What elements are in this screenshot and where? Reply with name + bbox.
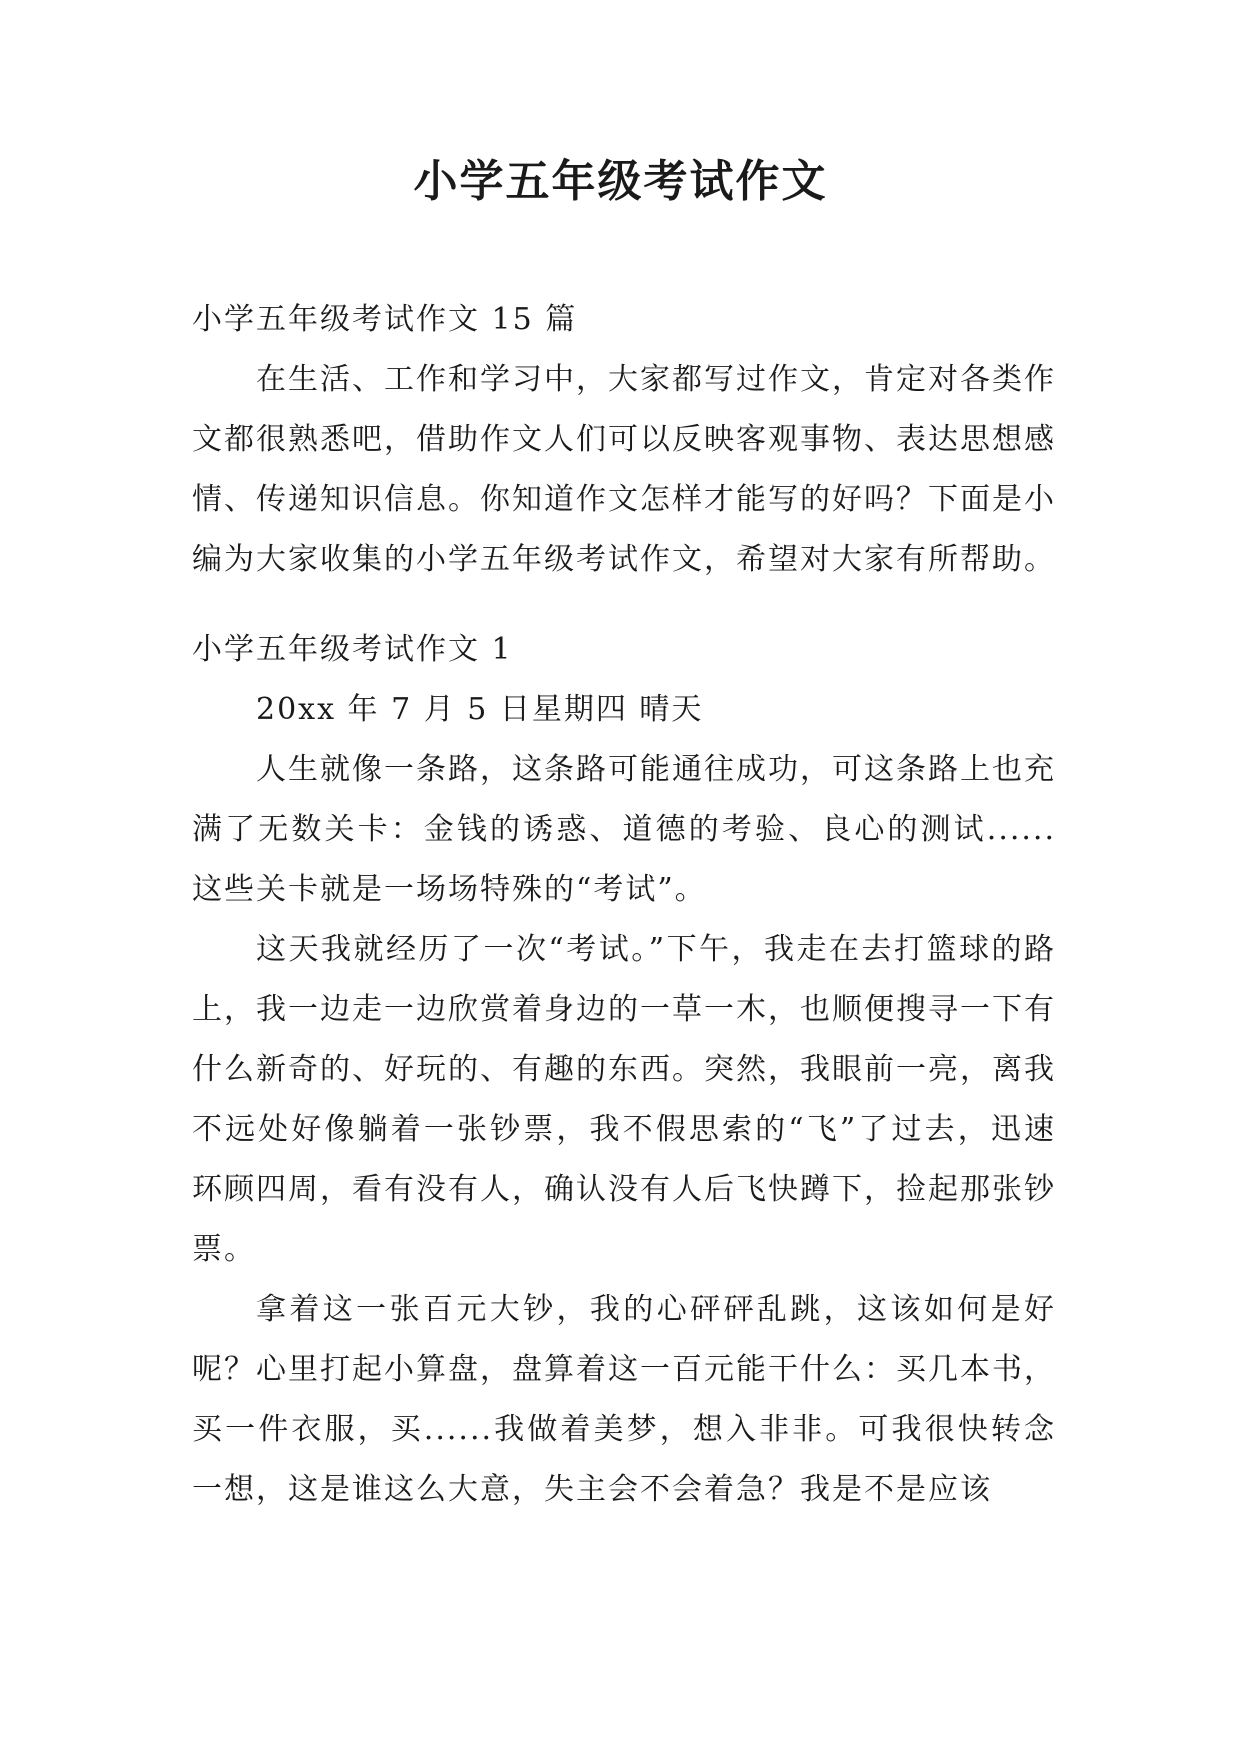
intro-paragraph: 在生活、工作和学习中，大家都写过作文，肯定对各类作文都很熟悉吧，借助作文人们可以反映客观事物、表达思想感情、传递知识信息。你知道作文怎样才能写的好吗？下面是小编为大家收集的小学五年级考试作文，希望对大家有所帮助。 [192,362,1056,577]
date-line: 20xx 年 7 月 5 日星期四 晴天 [256,692,704,727]
body-paragraph: 这天我就经历了一次“考试。”下午，我走在去打篮球的路上，我一边走一边欣赏着身边的一草一木，也顺便搜寻一下有什么新奇的、好玩的、有趣的东西。突然，我眼前一亮，离我不远处好像躺着一张钞票，我不假思索的“飞”了过去，迅速环顾四周，看有没有人，确认没有人后飞快蹲下，捡起那张钞票。 [192,932,1056,1267]
body-paragraph: 拿着这一张百元大钞，我的心砰砰乱跳，这该如何是好呢？心里打起小算盘，盘算着这一百元能干什么：买几本书，买一件衣服，买......我做着美梦，想入非非。可我很快转念一想，这是谁这么大意，失主会不会着急？我是不是应该 [192,1292,1056,1507]
page-title: 小学五年级考试作文 [413,156,828,207]
document-subtitle: 小学五年级考试作文 15 篇 [192,302,578,337]
section-spacer [192,590,1056,620]
body-paragraph: 人生就像一条路，这条路可能通往成功，可这条路上也充满了无数关卡：金钱的诱惑、道德的考验、良心的测试......这些关卡就是一场场特殊的“考试”。 [192,752,1056,907]
document-body [192,290,1056,1520]
section-heading: 小学五年级考试作文 1 [192,632,513,667]
